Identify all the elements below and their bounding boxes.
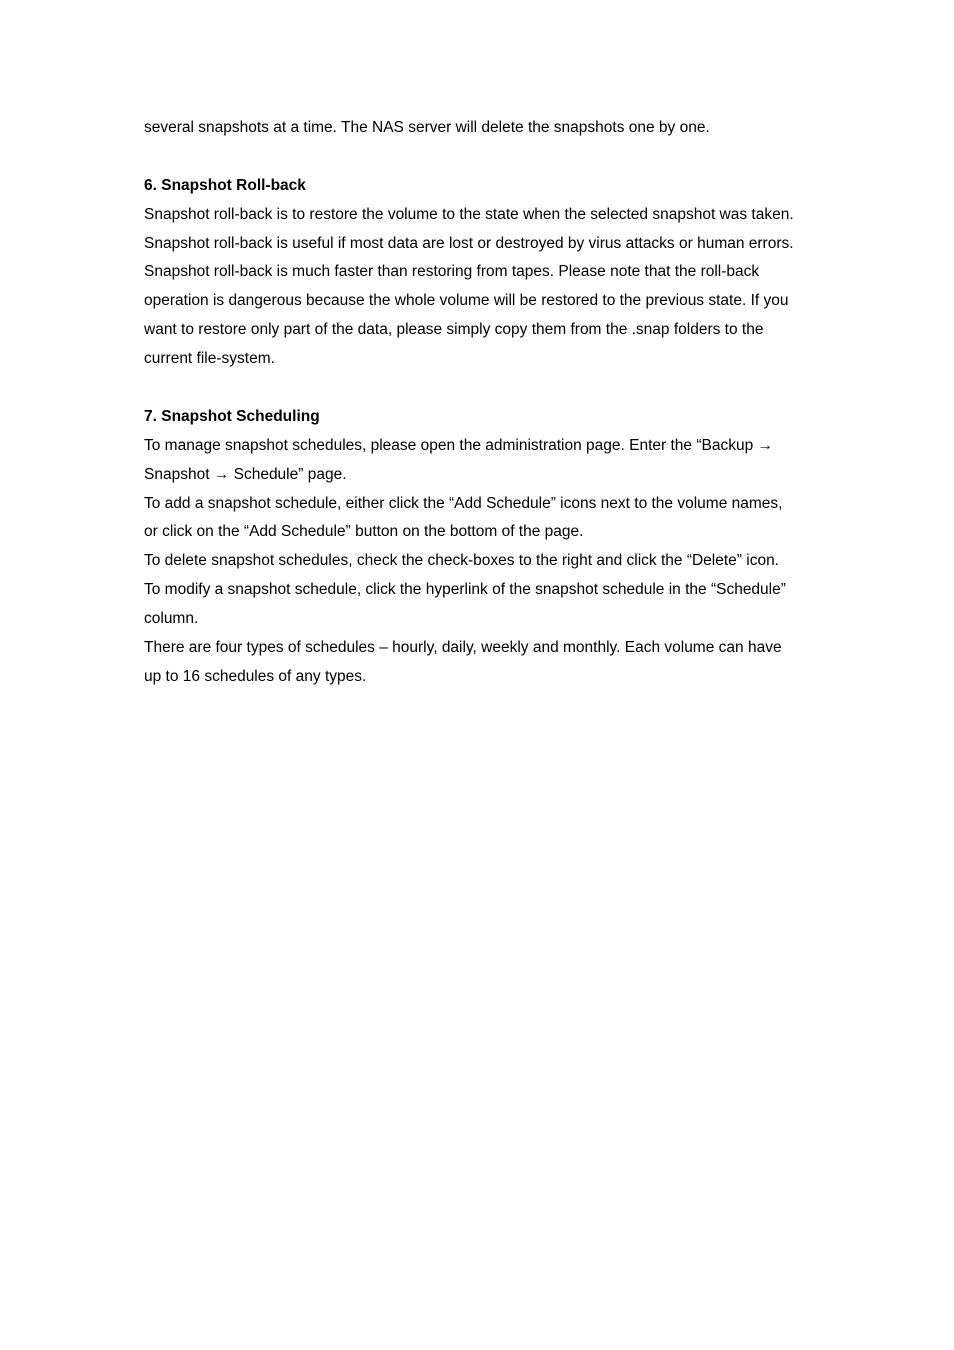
text-line: column. — [144, 610, 199, 628]
text-line: up to 16 schedules of any types. — [144, 667, 367, 685]
section-heading: 7. Snapshot Scheduling — [144, 407, 320, 425]
text-line: To delete snapshot schedules, check the check-boxes to the right and click the “Delete” icon. — [144, 552, 779, 570]
section-heading: 6. Snapshot Roll-back — [144, 176, 306, 194]
text-line: want to restore only part of the data, please simply copy them from the .snap folders to the — [144, 321, 764, 339]
section-snapshot-rollback — [144, 172, 824, 374]
text-line: operation is dangerous because the whole volume will be restored to the previous state. If you — [144, 292, 789, 310]
text-line: or click on the “Add Schedule” button on the bottom of the page. — [144, 523, 584, 541]
text-line: Snapshot roll-back is useful if most data are lost or destroyed by virus attacks or human errors. — [144, 234, 794, 252]
text-line: There are four types of schedules – hourly, daily, weekly and monthly. Each volume can have — [144, 639, 782, 657]
text-line: To add a snapshot schedule, either click the “Add Schedule” icons next to the volume names, — [144, 494, 783, 512]
intro-paragraph — [144, 114, 824, 143]
text-line: Snapshot roll-back is to restore the volume to the state when the selected snapshot was taken. — [144, 205, 794, 223]
text-line: Snapshot roll-back is much faster than restoring from tapes. Please note that the roll-back — [144, 263, 760, 281]
text-line: current file-system. — [144, 350, 275, 368]
text-line: To modify a snapshot schedule, click the hyperlink of the snapshot schedule in the “Schedule” — [144, 581, 786, 599]
paragraph-gap — [144, 374, 824, 403]
document-page — [144, 114, 824, 692]
text-line: To manage snapshot schedules, please open the administration page. Enter the “Backup → — [144, 436, 774, 454]
section-snapshot-scheduling — [144, 403, 824, 692]
text-line: Snapshot → Schedule” page. — [144, 465, 347, 483]
text-line: several snapshots at a time. The NAS server will delete the snapshots one by one. — [144, 119, 710, 136]
paragraph-gap — [144, 143, 824, 172]
